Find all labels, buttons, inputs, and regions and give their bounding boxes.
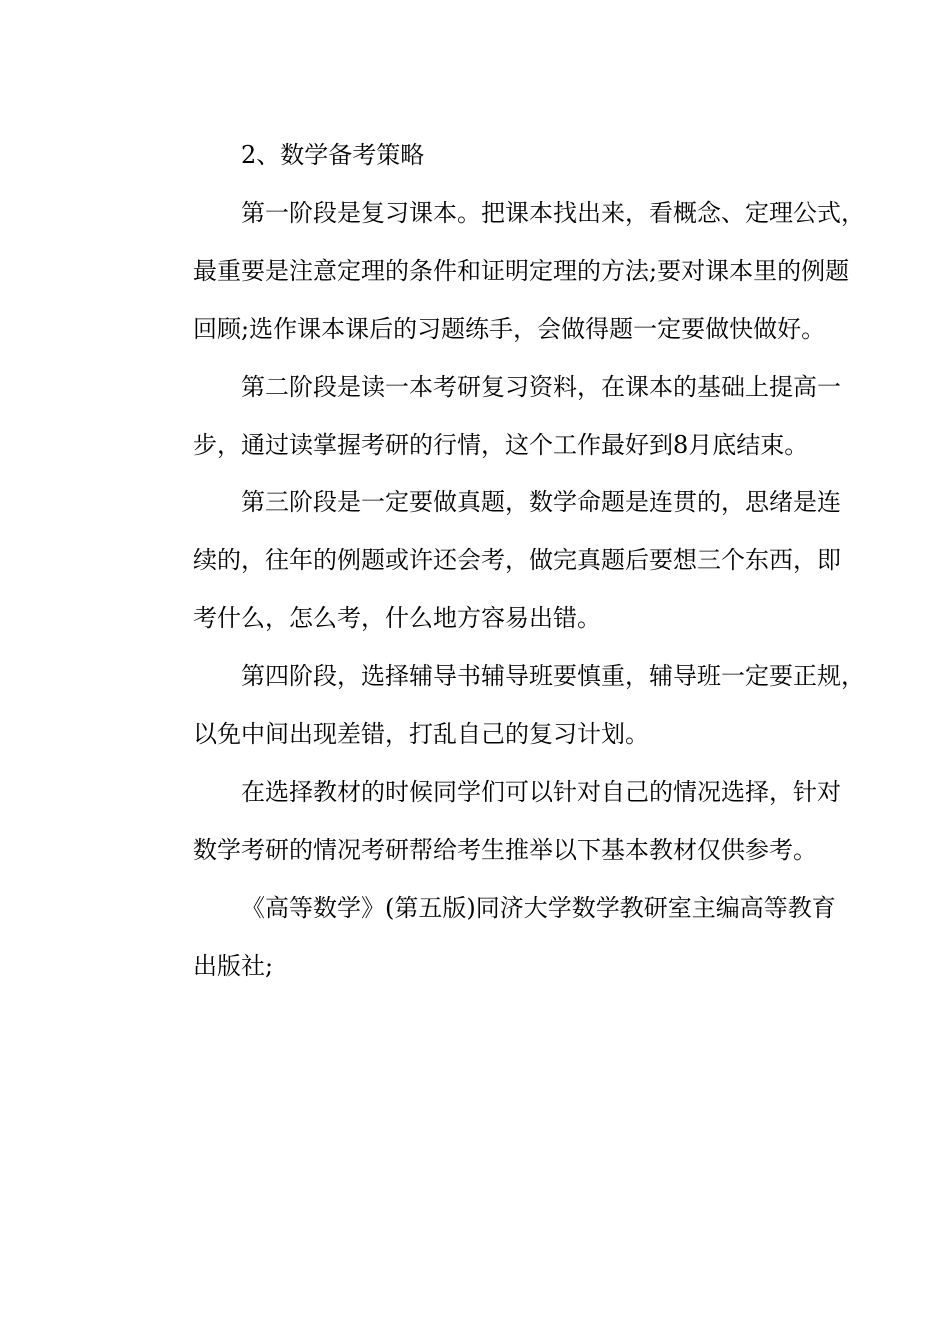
text-line: 2、数学备考策略 (241, 141, 425, 169)
paragraph-stage-one (145, 185, 865, 359)
text-line: 步，通过读掌握考研的行情，这个工作最好到8月底结束。 (193, 430, 809, 459)
text-line: 在选择教材的时候同学们可以针对自己的情况选择，针对 (241, 777, 841, 806)
text-line: 第二阶段是读一本考研复习资料，在课本的基础上提高一 (241, 372, 841, 401)
text-line: 以免中间出现差错，打乱自己的复习计划。 (193, 720, 649, 749)
text-line: 考什么，怎么考，什么地方容易出错。 (193, 604, 601, 633)
section-heading (145, 127, 817, 185)
text-line: 最重要是注意定理的条件和证明定理的方法;要对课本里的例题 (193, 256, 850, 285)
text-line: 第一阶段是复习课本。把课本找出来，看概念、定理公式， (241, 198, 865, 227)
text-line: 续的，往年的例题或许还会考，做完真题后要想三个东西，即 (193, 546, 841, 575)
paragraph-stage-four (145, 648, 865, 764)
text-line: 出版社; (193, 951, 274, 980)
paragraph-stage-two (145, 359, 841, 475)
text-line: 回顾;选作课本课后的习题练手，会做得题一定要做快做好。 (193, 314, 826, 343)
paragraph-textbook-intro (145, 764, 841, 880)
text-line: 数学考研的情况考研帮给考生推举以下基本教材仅供参考。 (193, 835, 817, 864)
paragraph-textbook-entry (145, 880, 836, 996)
document-body (145, 127, 865, 996)
text-line: 第三阶段是一定要做真题，数学命题是连贯的，思绪是连 (241, 488, 841, 517)
text-line: 《高等数学》(第五版)同济大学数学教研室主编高等教育 (241, 893, 836, 922)
text-line: 第四阶段，选择辅导书辅导班要慎重，辅导班一定要正规， (241, 662, 865, 691)
paragraph-stage-three (145, 474, 841, 648)
